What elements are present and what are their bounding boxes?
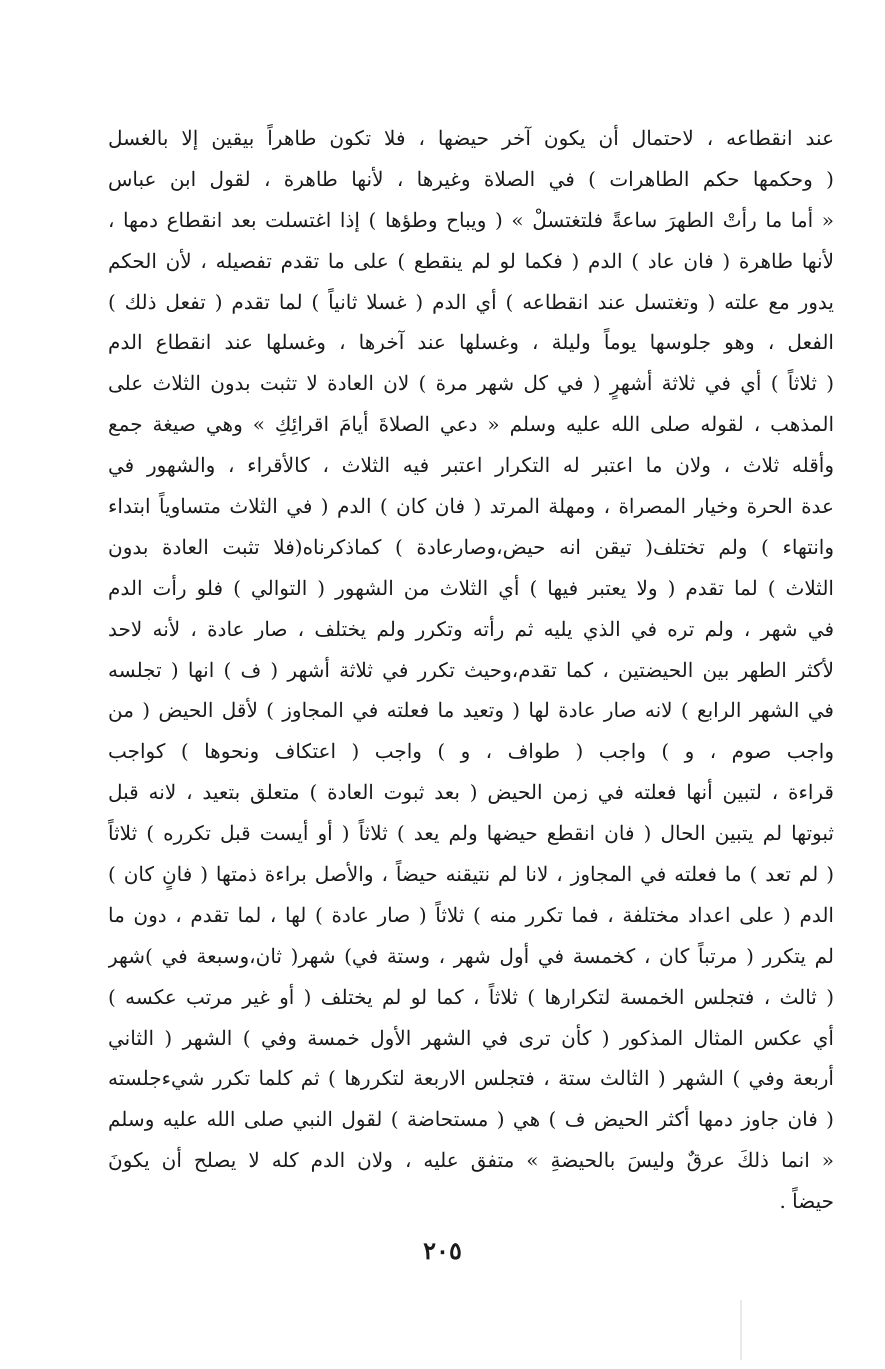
text-line: لأنها طاهرة ( فان عاد ) الدم ( فكما لو لم ينقطع ) على ما تقدم تفصيله ، لأن الحكم [108, 248, 834, 273]
text-line: في شهر ، ولم تره في الذي يليه ثم رأته وتكرر ولم يختلف ، صار عادة ، لأنه لاحد [108, 616, 834, 641]
text-line: عدة الحرة وخيار المصراة ، ومهلة المرتد ( فان كان ) الدم ( في الثلاث متساوياً ابتداء [108, 494, 834, 519]
text-line: قراءة ، لتبين أنها فعلته في زمن الحيض ( بعد ثبوت العادة ) متعلق بتعيد ، لانه قبل [108, 780, 834, 805]
text-line: الدم ( على اعداد مختلفة ، فما تكرر منه ) ثلاثاً ( صار عادة ) لها ، لما تقدم ، دون ما [108, 902, 834, 927]
text-line: المذهب ، لقوله صلى الله عليه وسلم « دعي الصلاةَ أيامَ اقرائِكِ » وهي صيغة جمع [108, 412, 834, 437]
text-line-last: حيضاً . [779, 1189, 834, 1214]
text-line: يدور مع علته ( وتغتسل عند انقطاعه ) أي الدم ( غسلا ثانياً ) لما تقدم ( تفعل ذلك ) [108, 289, 834, 314]
text-line: ثبوتها لم يتبين الحال ( فان انقطع حيضها ولم يعد ) ثلاثاً ( أو أيست قبل تكرره ) ثلاثاً [108, 821, 834, 846]
text-line: ( وحكمها حكم الطاهرات ) في الصلاة وغيرها ، لأنها طاهرة ، لقول ابن عباس [108, 166, 834, 191]
text-line: وانتهاء ) ولم تختلف( تيقن انه حيض،وصارعادة ) كماذكرناه(فلا تثبت العادة بدون [108, 534, 834, 559]
text-line: لأكثر الطهر بين الحيضتين ، كما تقدم،وحيث تكرر في ثلاثة أشهر ( ف ) انها ( تجلسه [108, 657, 834, 682]
text-line: وأقله ثلاث ، ولان ما اعتبر له التكرار اعتبر فيه الثلاث ، كالأقراء ، والشهور في [108, 453, 834, 478]
text-line: واجب صوم ، و ) واجب ( طواف ، و ) واجب ( اعتكاف ونحوها ) كواجب [108, 739, 834, 764]
text-line: الثلاث ) لما تقدم ( ولا يعتبر فيها ) أي الثلاث من الشهور ( التوالي ) فلو رأت الدم [108, 575, 834, 600]
page-number: ٢٠٥ [423, 1236, 462, 1265]
text-line: ( فان جاوز دمها أكثر الحيض ف ) هي ( مستحاضة ) لقول النبي صلى الله عليه وسلم [108, 1107, 834, 1132]
text-line: « أما ما رأتْ الطهرَ ساعةً فلتغتسلْ » ( ويباح وطؤها ) إذا اغتسلت بعد انقطاع دمها ، [108, 207, 834, 232]
scan-mark [740, 1300, 742, 1360]
text-line: في الشهر الرابع ) لانه صار عادة لها ( وتعيد ما فعلته في المجاوز ) لأقل الحيض ( من [108, 698, 834, 723]
text-line: ( لم تعد ) ما فعلته في المجاوز ، لانا لم نتيقنه حيضاً ، والأصل براءة ذمتها ( فانٍ كان ) [108, 862, 834, 887]
text-line: عند انقطاعه ، لاحتمال أن يكون آخر حيضها ، فلا تكون طاهراً بيقين إلا بالغسل [108, 126, 834, 150]
text-line: لم يتكرر ( مرتباً كان ، كخمسة في أول شهر ، وستة في) شهر( ثان،وسبعة في )شهر [108, 943, 834, 968]
text-line: أربعة وفي ) الشهر ( الثالث ستة ، فتجلس الاربعة لتكررها ) ثم كلما تكرر شيءجلسته [108, 1066, 834, 1091]
text-line: « انما ذلكَ عرقٌ وليسَ بالحيضةِ » متفق عليه ، ولان الدم كله لا يصلح أن يكونَ [108, 1148, 834, 1173]
text-line: ( ثالث ، فتجلس الخمسة لتكرارها ) ثلاثاً ، كما لو لم يختلف ( أو غير مرتب عكسه ) [108, 984, 834, 1009]
text-line: أي عكس المثال المذكور ( كأن ترى في الشهر الأول خمسة وفي ) الشهر ( الثاني [108, 1025, 834, 1050]
text-line: ( ثلاثاً ) أي في ثلاثة أشهرٍ ( في كل شهر مرة ) لان العادة لا تثبت بدون الثلاث على [108, 371, 834, 396]
body-text [108, 118, 834, 1222]
text-line: الفعل ، وهو جلوسها يوماً وليلة ، وغسلها عند آخرها ، وغسلها عند انقطاع الدم [108, 330, 834, 355]
